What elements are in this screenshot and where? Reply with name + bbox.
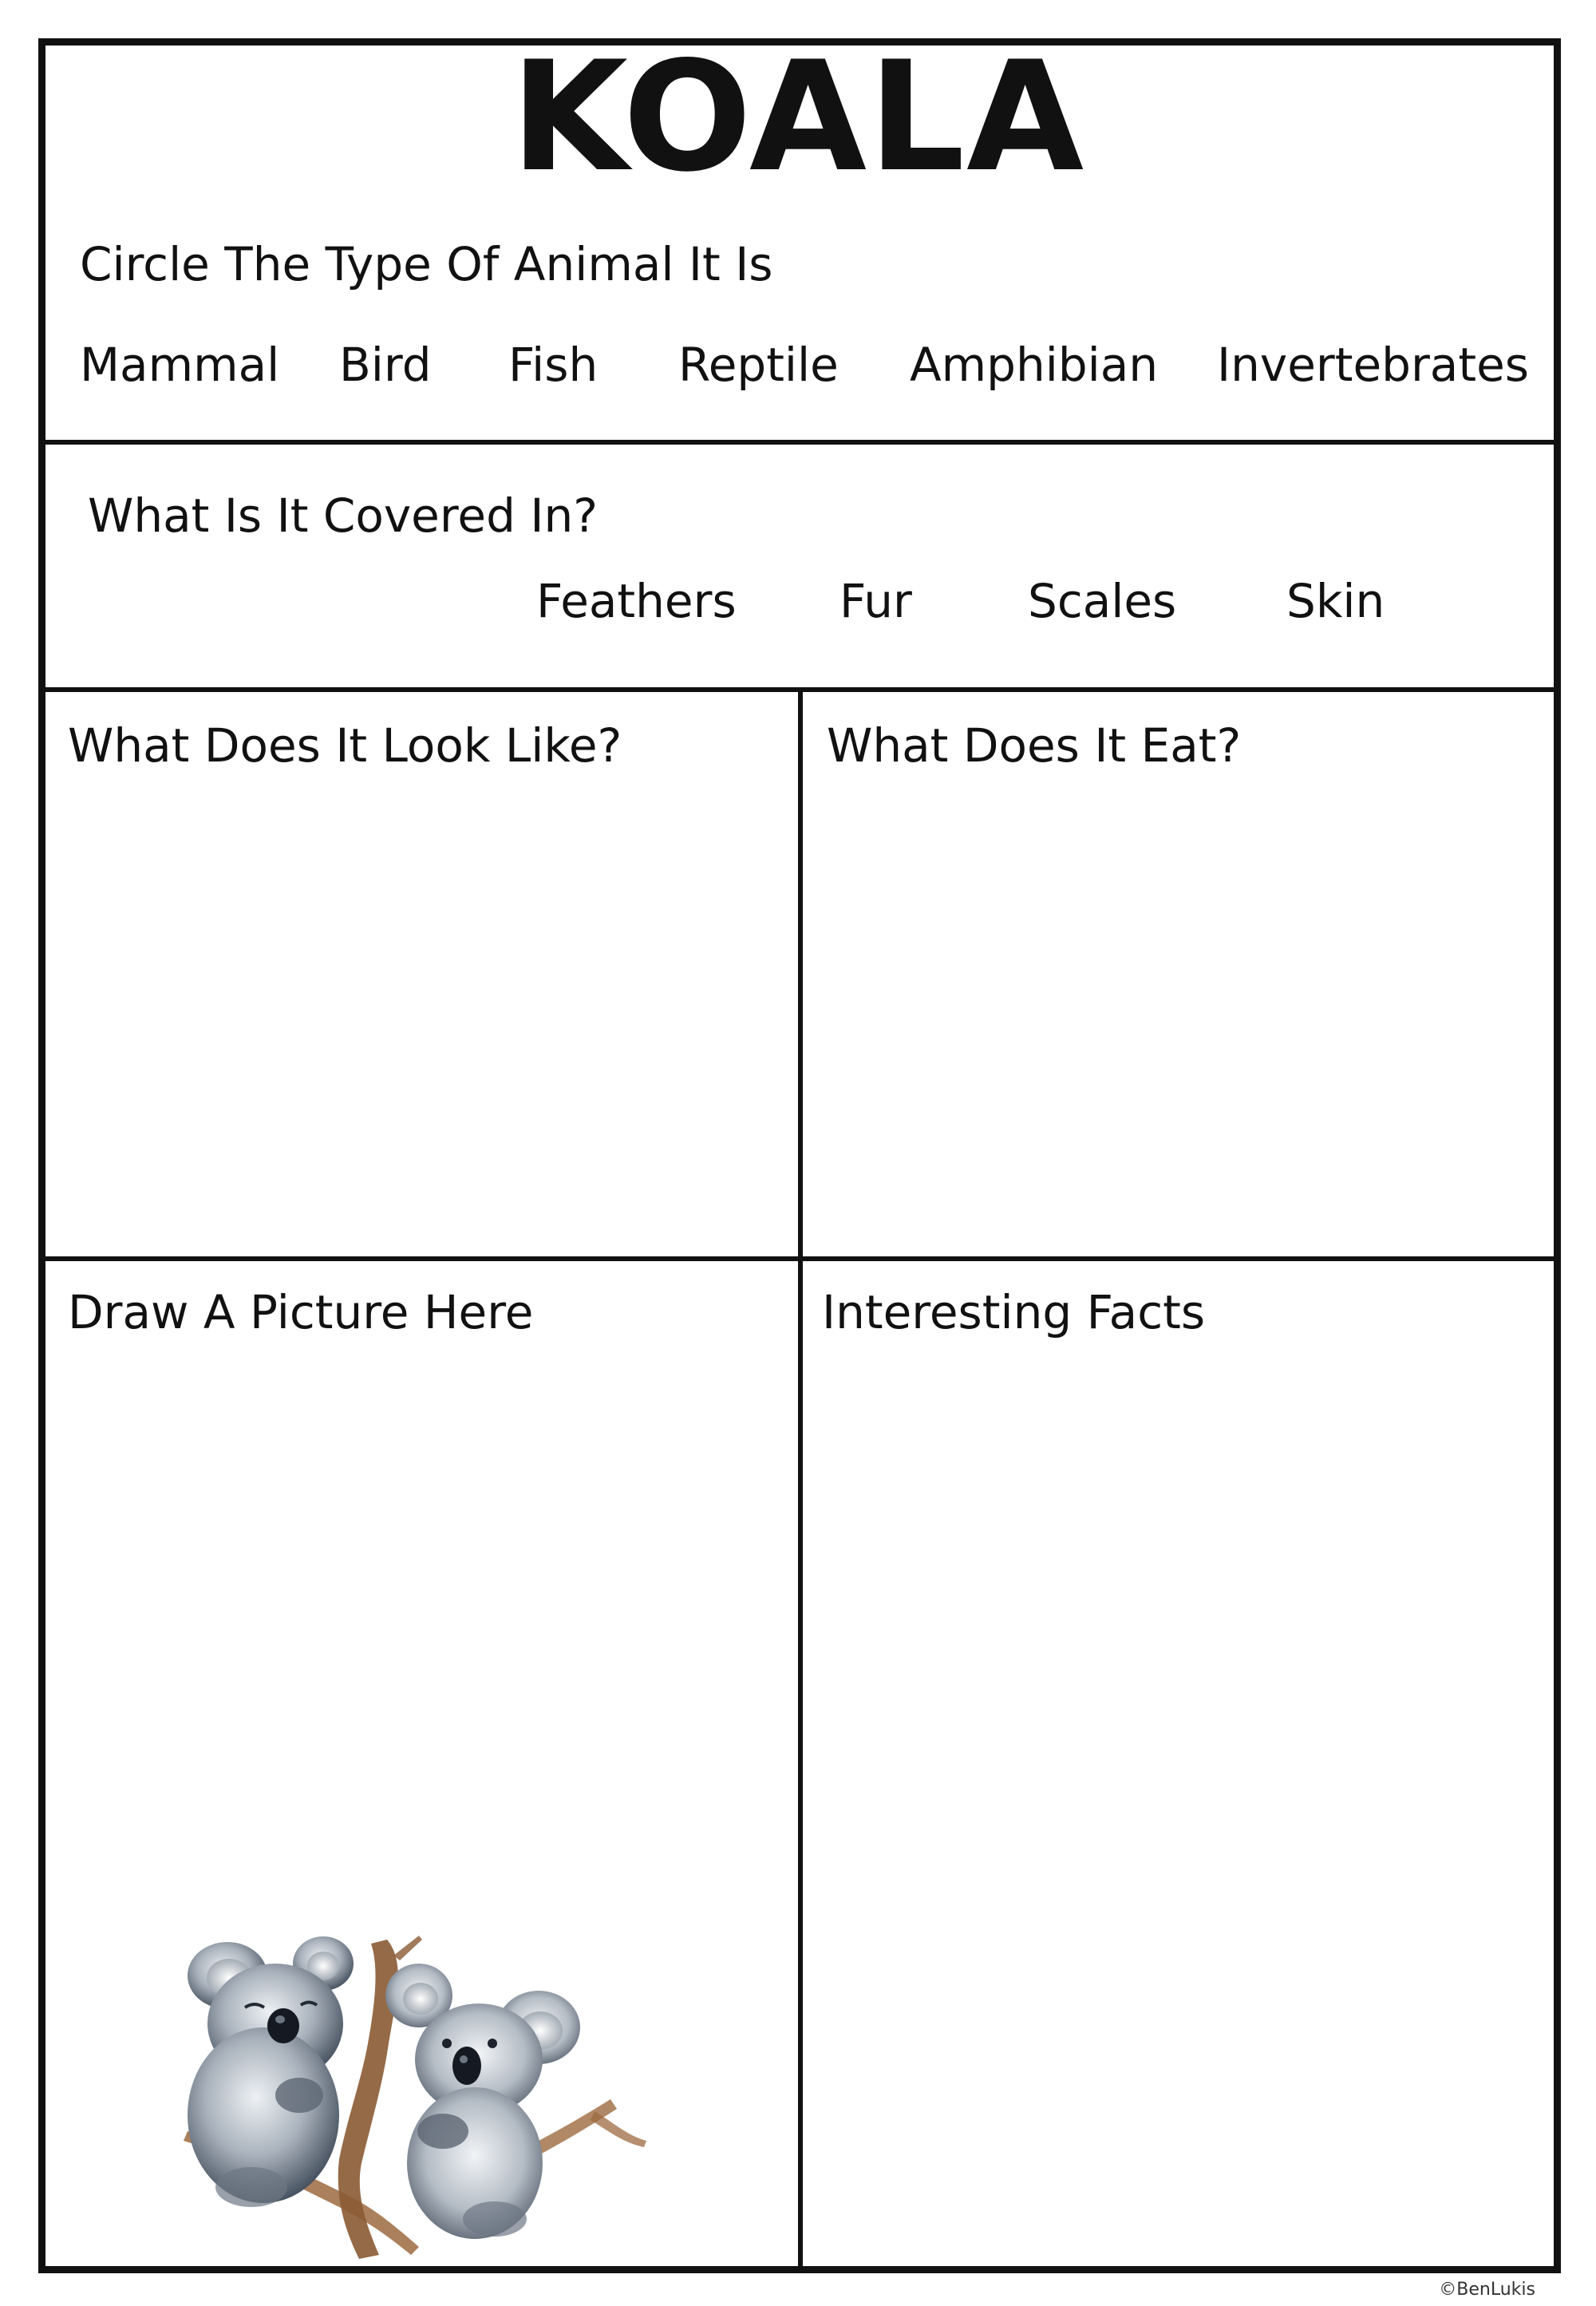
option-skin[interactable]: Skin [1286,574,1385,628]
box-draw-heading: Draw A Picture Here [68,1285,534,1339]
divider-vertical-grid [798,690,803,2270]
box-facts-heading: Interesting Facts [822,1285,1206,1339]
option-feathers[interactable]: Feathers [536,574,737,628]
box-eat-heading: What Does It Eat? [827,718,1242,773]
option-bird[interactable]: Bird [339,338,432,392]
animal-type-prompt: Circle The Type Of Animal It Is [80,237,773,291]
option-fish[interactable]: Fish [508,338,598,392]
copyright-notice: ©BenLukis [1439,2280,1535,2300]
page-title: KOALA [510,29,1086,205]
option-fur[interactable]: Fur [839,574,912,628]
koala-illustration-icon [180,1932,690,2267]
option-reptile[interactable]: Reptile [678,338,839,392]
box-look-like-heading: What Does It Look Like? [68,718,622,773]
divider-after-animal-type [41,440,1558,445]
covering-prompt: What Is It Covered In? [88,488,598,543]
option-mammal[interactable]: Mammal [80,338,280,392]
option-amphibian[interactable]: Amphibian [910,338,1159,392]
option-invertebrates[interactable]: Invertebrates [1217,338,1529,392]
option-scales[interactable]: Scales [1028,574,1177,628]
